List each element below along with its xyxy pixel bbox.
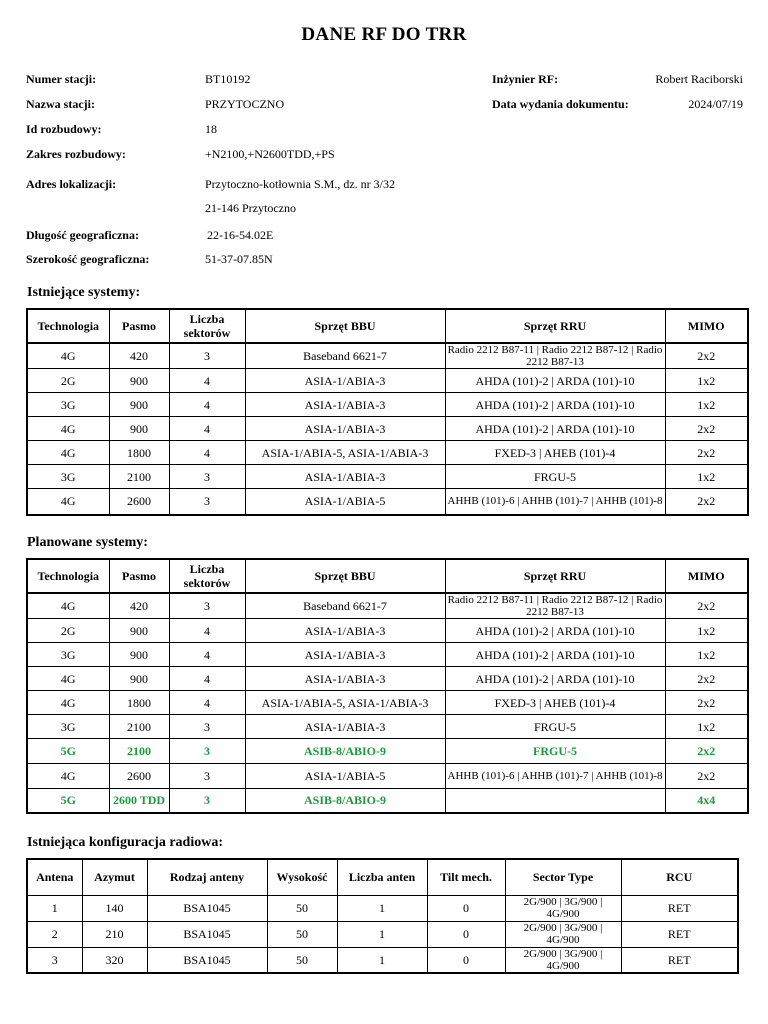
expansion-scope-label: Zakres rozbudowy:	[26, 147, 126, 161]
cell-tech: 4G	[27, 667, 109, 691]
issue-date-label: Data wydania dokumentu:	[492, 97, 629, 111]
table-row	[27, 369, 748, 393]
cell-mimo: 1x2	[665, 643, 748, 667]
station-number-label: Numer stacji:	[26, 72, 97, 86]
cell-tech: 2G	[27, 369, 109, 393]
station-name-label: Nazwa stacji:	[26, 97, 95, 111]
cell-band: 420	[109, 593, 169, 619]
cell-sectors: 4	[169, 691, 245, 715]
header-technology: Technologia	[27, 309, 109, 343]
header-tilt: Tilt mech.	[427, 859, 505, 895]
planned-systems-table	[26, 558, 749, 814]
table-row	[27, 441, 748, 465]
header-mimo: MIMO	[665, 559, 748, 593]
cell-azimuth: 210	[82, 921, 147, 947]
cell-tilt: 0	[427, 895, 505, 921]
table-row	[27, 947, 738, 973]
table-row	[27, 921, 738, 947]
cell-rru: FRGU-5	[445, 465, 665, 489]
table-row	[27, 691, 748, 715]
cell-sectors: 4	[169, 667, 245, 691]
expansion-id-label: Id rozbudowy:	[26, 122, 102, 136]
cell-rru: FXED-3 | AHEB (101)-4	[445, 441, 665, 465]
cell-sectors: 3	[169, 465, 245, 489]
cell-mimo: 2x2	[665, 441, 748, 465]
cell-sectors: 3	[169, 715, 245, 739]
cell-band: 900	[109, 619, 169, 643]
latitude-value: 51-37-07.85N	[205, 252, 273, 266]
cell-sectors: 3	[169, 789, 245, 813]
rf-engineer-value: Robert Raciborski	[655, 72, 743, 86]
cell-mimo: 2x2	[665, 343, 748, 369]
cell-antenna: 3	[27, 947, 82, 973]
cell-sectors: 4	[169, 441, 245, 465]
header-rru: Sprzęt RRU	[445, 559, 665, 593]
cell-mimo: 1x2	[665, 369, 748, 393]
cell-tech: 5G	[27, 739, 109, 764]
cell-mimo: 2x2	[665, 739, 748, 764]
table-row	[27, 619, 748, 643]
cell-band: 900	[109, 667, 169, 691]
cell-band: 900	[109, 393, 169, 417]
cell-rru: AHDA (101)-2 | ARDA (101)-10	[445, 619, 665, 643]
header-antenna: Antena	[27, 859, 82, 895]
cell-tech: 3G	[27, 643, 109, 667]
issue-date-value: 2024/07/19	[688, 97, 743, 111]
cell-tech: 4G	[27, 343, 109, 369]
table-row	[27, 715, 748, 739]
cell-sectors: 3	[169, 489, 245, 515]
cell-rru: FRGU-5	[445, 739, 665, 764]
cell-rru: AHDA (101)-2 | ARDA (101)-10	[445, 667, 665, 691]
cell-band: 900	[109, 643, 169, 667]
cell-band: 2100	[109, 465, 169, 489]
cell-band: 2600	[109, 764, 169, 789]
cell-bbu: ASIA-1/ABIA-5	[245, 489, 445, 515]
table-row	[27, 789, 748, 813]
cell-band: 420	[109, 343, 169, 369]
header-height: Wysokość	[267, 859, 337, 895]
cell-tech: 4G	[27, 441, 109, 465]
latitude-label: Szerokość geograficzna:	[26, 252, 150, 266]
header-antenna-count: Liczba anten	[337, 859, 427, 895]
cell-mimo: 2x2	[665, 764, 748, 789]
cell-tech: 4G	[27, 764, 109, 789]
cell-sectors: 4	[169, 417, 245, 441]
cell-bbu: ASIA-1/ABIA-3	[245, 369, 445, 393]
cell-bbu: ASIA-1/ABIA-3	[245, 667, 445, 691]
cell-bbu: ASIB-8/ABIO-9	[245, 789, 445, 813]
expansion-scope-value: +N2100,+N2600TDD,+PS	[205, 147, 335, 161]
table-row	[27, 895, 738, 921]
header-band: Pasmo	[109, 559, 169, 593]
cell-azimuth: 140	[82, 895, 147, 921]
header-bbu: Sprzęt BBU	[245, 559, 445, 593]
table-row	[27, 667, 748, 691]
cell-mimo: 2x2	[665, 417, 748, 441]
header-rcu: RCU	[621, 859, 738, 895]
table-row	[27, 393, 748, 417]
cell-antenna-count: 1	[337, 921, 427, 947]
table-row	[27, 643, 748, 667]
cell-sector-type: 2G/900 | 3G/900 | 4G/900	[505, 947, 621, 973]
header-rru: Sprzęt RRU	[445, 309, 665, 343]
radio-config-table	[26, 858, 739, 974]
header-band: Pasmo	[109, 309, 169, 343]
cell-sectors: 4	[169, 619, 245, 643]
cell-bbu: ASIA-1/ABIA-5	[245, 764, 445, 789]
table-row	[27, 739, 748, 764]
cell-rru: AHDA (101)-2 | ARDA (101)-10	[445, 369, 665, 393]
rf-engineer-label: Inżynier RF:	[492, 72, 559, 86]
cell-mimo: 2x2	[665, 667, 748, 691]
cell-antenna-count: 1	[337, 947, 427, 973]
cell-rru: FXED-3 | AHEB (101)-4	[445, 691, 665, 715]
header-bbu: Sprzęt BBU	[245, 309, 445, 343]
existing-systems-heading: Istniejące systemy:	[27, 285, 141, 300]
cell-bbu: ASIA-1/ABIA-3	[245, 465, 445, 489]
header-sectors: Liczba sektorów	[169, 309, 245, 343]
cell-tech: 3G	[27, 715, 109, 739]
longitude-label: Długość geograficzna:	[26, 228, 139, 242]
cell-mimo: 1x2	[665, 393, 748, 417]
cell-height: 50	[267, 895, 337, 921]
cell-sectors: 3	[169, 739, 245, 764]
cell-sectors: 3	[169, 764, 245, 789]
address-line2: 21-146 Przytoczno	[205, 201, 296, 215]
existing-systems-table	[26, 308, 749, 516]
planned-systems-heading: Planowane systemy:	[27, 535, 148, 550]
cell-rru: AHDA (101)-2 | ARDA (101)-10	[445, 643, 665, 667]
cell-tech: 2G	[27, 619, 109, 643]
station-number-value: BT10192	[205, 72, 251, 86]
cell-band: 1800	[109, 691, 169, 715]
cell-band: 2600	[109, 489, 169, 515]
cell-rru: Radio 2212 B87-11 | Radio 2212 B87-12 | Radio 2212 B87-13	[445, 593, 665, 619]
cell-sector-type: 2G/900 | 3G/900 | 4G/900	[505, 921, 621, 947]
cell-azimuth: 320	[82, 947, 147, 973]
cell-sectors: 3	[169, 343, 245, 369]
cell-height: 50	[267, 921, 337, 947]
cell-tech: 4G	[27, 691, 109, 715]
cell-mimo: 1x2	[665, 619, 748, 643]
cell-rru	[445, 789, 665, 813]
cell-bbu: ASIA-1/ABIA-3	[245, 619, 445, 643]
cell-mimo: 1x2	[665, 465, 748, 489]
cell-band: 900	[109, 369, 169, 393]
cell-mimo: 2x2	[665, 691, 748, 715]
radio-config-heading: Istniejąca konfiguracja radiowa:	[27, 835, 223, 850]
document-title: DANE RF DO TRR	[301, 24, 467, 45]
longitude-value: 22-16-54.02E	[207, 228, 274, 242]
cell-band: 2100	[109, 739, 169, 764]
cell-bbu: Baseband 6621-7	[245, 343, 445, 369]
cell-antenna-type: BSA1045	[147, 947, 267, 973]
cell-band: 900	[109, 417, 169, 441]
table-row	[27, 343, 748, 369]
table-row	[27, 489, 748, 515]
cell-bbu: ASIA-1/ABIA-3	[245, 643, 445, 667]
cell-antenna: 1	[27, 895, 82, 921]
cell-sectors: 4	[169, 643, 245, 667]
cell-rru: AHHB (101)-6 | AHHB (101)-7 | AHHB (101)-8	[445, 764, 665, 789]
cell-sectors: 4	[169, 393, 245, 417]
address-line1: Przytoczno-kotłownia S.M., dz. nr 3/32	[205, 177, 395, 191]
cell-tilt: 0	[427, 947, 505, 973]
header-technology: Technologia	[27, 559, 109, 593]
header-sectors: Liczba sektorów	[169, 559, 245, 593]
header-antenna-type: Rodzaj anteny	[147, 859, 267, 895]
cell-mimo: 1x2	[665, 715, 748, 739]
table-row	[27, 417, 748, 441]
header-sector-type: Sector Type	[505, 859, 621, 895]
header-azimuth: Azymut	[82, 859, 147, 895]
cell-band: 2100	[109, 715, 169, 739]
cell-bbu: ASIB-8/ABIO-9	[245, 739, 445, 764]
cell-tech: 3G	[27, 393, 109, 417]
cell-rcu: RET	[621, 921, 738, 947]
cell-rru: Radio 2212 B87-11 | Radio 2212 B87-12 | Radio 2212 B87-13	[445, 343, 665, 369]
station-name-value: PRZYTOCZNO	[205, 97, 285, 111]
address-label: Adres lokalizacji:	[26, 177, 117, 191]
cell-tech: 5G	[27, 789, 109, 813]
cell-rcu: RET	[621, 895, 738, 921]
cell-rru: FRGU-5	[445, 715, 665, 739]
table-row	[27, 465, 748, 489]
cell-bbu: ASIA-1/ABIA-3	[245, 393, 445, 417]
cell-mimo: 4x4	[665, 789, 748, 813]
cell-mimo: 2x2	[665, 593, 748, 619]
table-row	[27, 593, 748, 619]
cell-antenna-type: BSA1045	[147, 921, 267, 947]
cell-tech: 3G	[27, 465, 109, 489]
cell-bbu: Baseband 6621-7	[245, 593, 445, 619]
cell-band: 1800	[109, 441, 169, 465]
expansion-id-value: 18	[205, 122, 217, 136]
cell-bbu: ASIA-1/ABIA-5, ASIA-1/ABIA-3	[245, 441, 445, 465]
cell-mimo: 2x2	[665, 489, 748, 515]
cell-rcu: RET	[621, 947, 738, 973]
cell-rru: AHDA (101)-2 | ARDA (101)-10	[445, 417, 665, 441]
cell-antenna-type: BSA1045	[147, 895, 267, 921]
cell-sector-type: 2G/900 | 3G/900 | 4G/900	[505, 895, 621, 921]
cell-antenna-count: 1	[337, 895, 427, 921]
cell-tech: 4G	[27, 417, 109, 441]
cell-tech: 4G	[27, 593, 109, 619]
cell-rru: AHHB (101)-6 | AHHB (101)-7 | AHHB (101)-8	[445, 489, 665, 515]
cell-sectors: 4	[169, 369, 245, 393]
cell-tilt: 0	[427, 921, 505, 947]
cell-height: 50	[267, 947, 337, 973]
cell-tech: 4G	[27, 489, 109, 515]
cell-bbu: ASIA-1/ABIA-5, ASIA-1/ABIA-3	[245, 691, 445, 715]
cell-bbu: ASIA-1/ABIA-3	[245, 715, 445, 739]
table-row	[27, 764, 748, 789]
cell-band: 2600 TDD	[109, 789, 169, 813]
cell-antenna: 2	[27, 921, 82, 947]
cell-sectors: 3	[169, 593, 245, 619]
cell-rru: AHDA (101)-2 | ARDA (101)-10	[445, 393, 665, 417]
header-mimo: MIMO	[665, 309, 748, 343]
cell-bbu: ASIA-1/ABIA-3	[245, 417, 445, 441]
